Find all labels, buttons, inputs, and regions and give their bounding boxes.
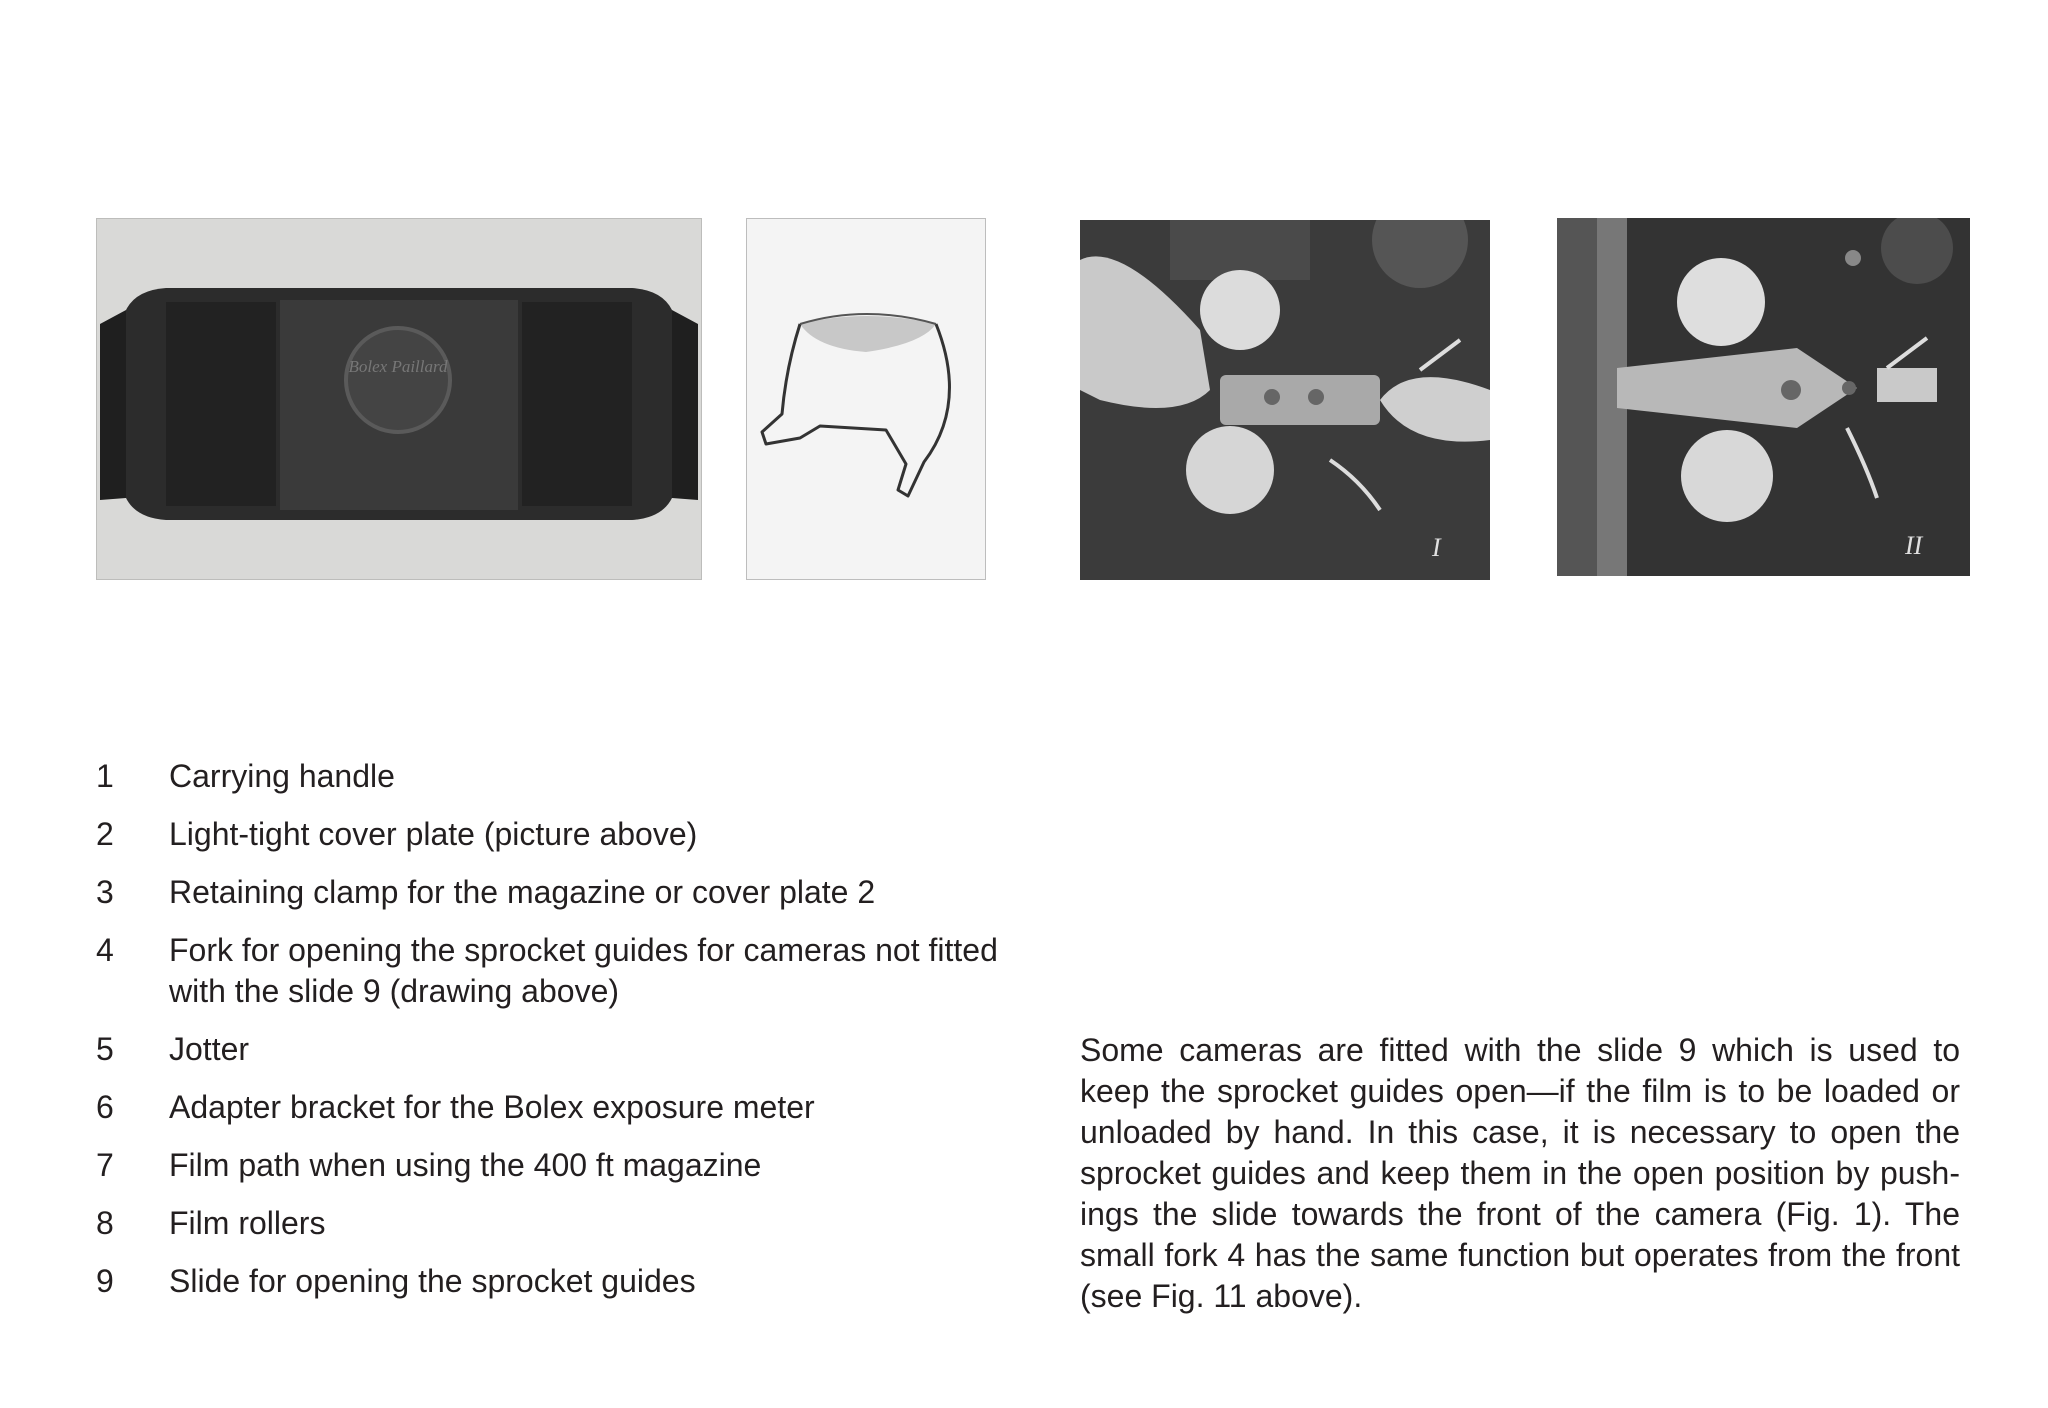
- list-item: [96, 756, 1016, 797]
- camera-photo-two: [1557, 218, 1970, 576]
- list-item: [96, 1087, 1016, 1128]
- photo-one-label: I: [1432, 533, 1441, 562]
- item-number: 4: [96, 932, 114, 968]
- cover-plate-photo: [96, 218, 702, 580]
- item-text: Slide for opening the sprocket guides: [169, 1263, 696, 1299]
- parts-list: [96, 756, 1016, 1319]
- list-item: [96, 1261, 1016, 1302]
- item-number: 8: [96, 1205, 114, 1241]
- list-item: [96, 872, 1016, 913]
- list-item: [96, 814, 1016, 855]
- list-item: [96, 930, 1016, 1012]
- item-text: Film path when using the 400 ft magazine: [169, 1147, 762, 1183]
- list-item: [96, 1029, 1016, 1070]
- item-text: Carrying handle: [169, 758, 395, 794]
- list-item: [96, 1145, 1016, 1186]
- slide-explanation-paragraph: Some cameras are fitted with the slide 9 which is used to keep the sprocket guides open—if the film is to be loaded or unloaded by hand. In this case, it is necessary to open the sprocket guides and keep them in the open position by pushings the slide towards the front of the camera (Fig. 1). The small fork 4 has the same function but operates from the front (see Fig. 11 above).: [1080, 1032, 1960, 1314]
- item-number: 6: [96, 1089, 114, 1125]
- fork-drawing: [746, 218, 986, 580]
- item-number: 7: [96, 1147, 114, 1183]
- item-text: Light-tight cover plate (picture above): [169, 816, 698, 852]
- item-text: Fork for opening the sprocket guides for cameras not fitted with the slide 9 (drawing above): [169, 932, 998, 1009]
- item-text: Adapter bracket for the Bolex exposure meter: [169, 1089, 815, 1125]
- item-number: 2: [96, 816, 114, 852]
- item-number: 9: [96, 1263, 114, 1299]
- list-item: [96, 1203, 1016, 1244]
- item-number: 5: [96, 1031, 114, 1067]
- item-text: Film rollers: [169, 1205, 326, 1241]
- item-text: Retaining clamp for the magazine or cover plate 2: [169, 874, 876, 910]
- item-number: 3: [96, 874, 114, 910]
- photo-two-label: II: [1905, 531, 1923, 560]
- item-text: Jotter: [169, 1031, 250, 1067]
- cover-plate-logo: Bolex Paillard: [348, 357, 448, 376]
- camera-photo-one: [1080, 220, 1490, 580]
- item-number: 1: [96, 758, 114, 794]
